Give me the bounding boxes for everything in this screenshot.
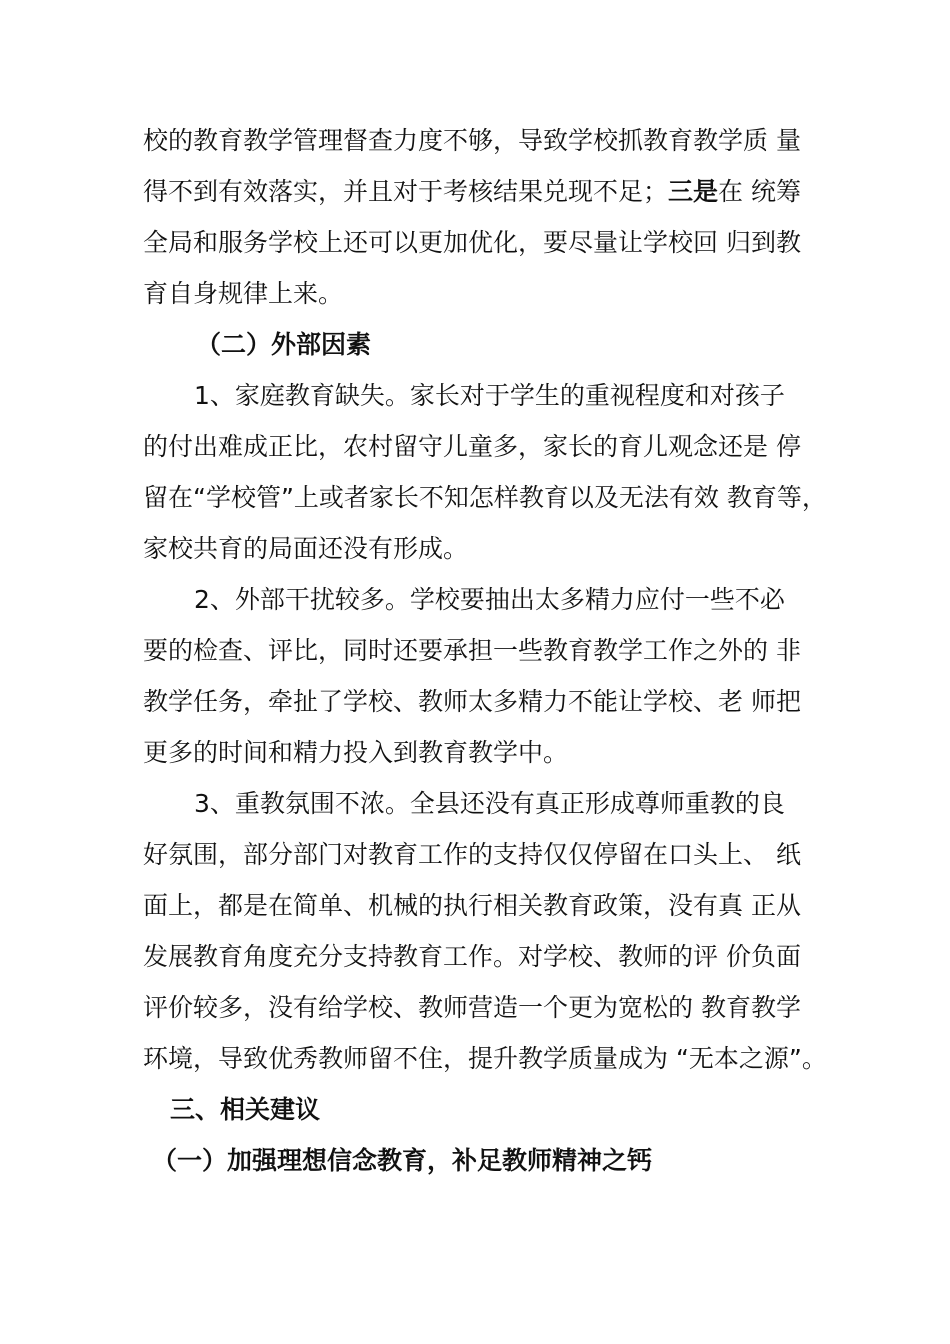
- item2-line1: 2、外部干扰较多。学校要抽出太多精力应付一些不必: [194, 585, 785, 614]
- item3-line5: 评价较多，没有给学校、教师营造一个更为宽松的 教育教学: [143, 993, 801, 1022]
- item2-line3: 教学任务，牵扯了学校、教师太多精力不能让学校、老 师把: [143, 687, 801, 716]
- item3-line3: 面上，都是在简单、机械的执行相关教育政策，没有真 正从: [143, 891, 801, 920]
- heading-external-factors: （二）外部因素: [196, 330, 372, 359]
- para1-line2-bold: 三是: [668, 177, 719, 206]
- item1-line4: 家校共育的局面还没有形成。: [143, 534, 469, 563]
- item2-line4: 更多的时间和精力投入到教育教学中。: [143, 738, 569, 767]
- item1-line1: 1、家庭教育缺失。家长对于学生的重视程度和对孩子: [194, 381, 785, 410]
- para1-line4: 育自身规律上来。: [143, 279, 344, 308]
- heading-suggestions: 三、相关建议: [170, 1095, 321, 1124]
- item3-line4: 发展教育角度充分支持教育工作。对学校、教师的评 价负面: [143, 942, 801, 971]
- para1-line2-post: 在 统筹: [718, 177, 801, 206]
- para1-line2: [143, 177, 801, 207]
- para1-line3: 全局和服务学校上还可以更加优化，要尽量让学校回 归到教: [143, 228, 801, 257]
- item3-line6: 环境，导致优秀教师留不住，提升教学质量成为 “无本之源”。: [143, 1044, 827, 1073]
- item2-line2: 要的检查、评比，同时还要承担一些教育教学工作之外的 非: [143, 636, 801, 665]
- item1-line3: 留在“学校管”上或者家长不知怎样教育以及无法有效 教育等，: [143, 483, 827, 512]
- item3-line2: 好氛围，部分部门对教育工作的支持仅仅停留在口头上、 纸: [143, 840, 801, 869]
- heading-sub1: （一）加强理想信念教育，补足教师精神之钙: [152, 1146, 653, 1175]
- para1-line1: 校的教育教学管理督查力度不够，导致学校抓教育教学质 量: [143, 126, 801, 155]
- item1-line2: 的付出难成正比，农村留守儿童多，家长的育儿观念还是 停: [143, 432, 801, 461]
- item3-line1: 3、重教氛围不浓。全县还没有真正形成尊师重教的良: [194, 789, 785, 818]
- para1-line2-pre: 得不到有效落实，并且对于考核结果兑现不足；: [143, 177, 669, 206]
